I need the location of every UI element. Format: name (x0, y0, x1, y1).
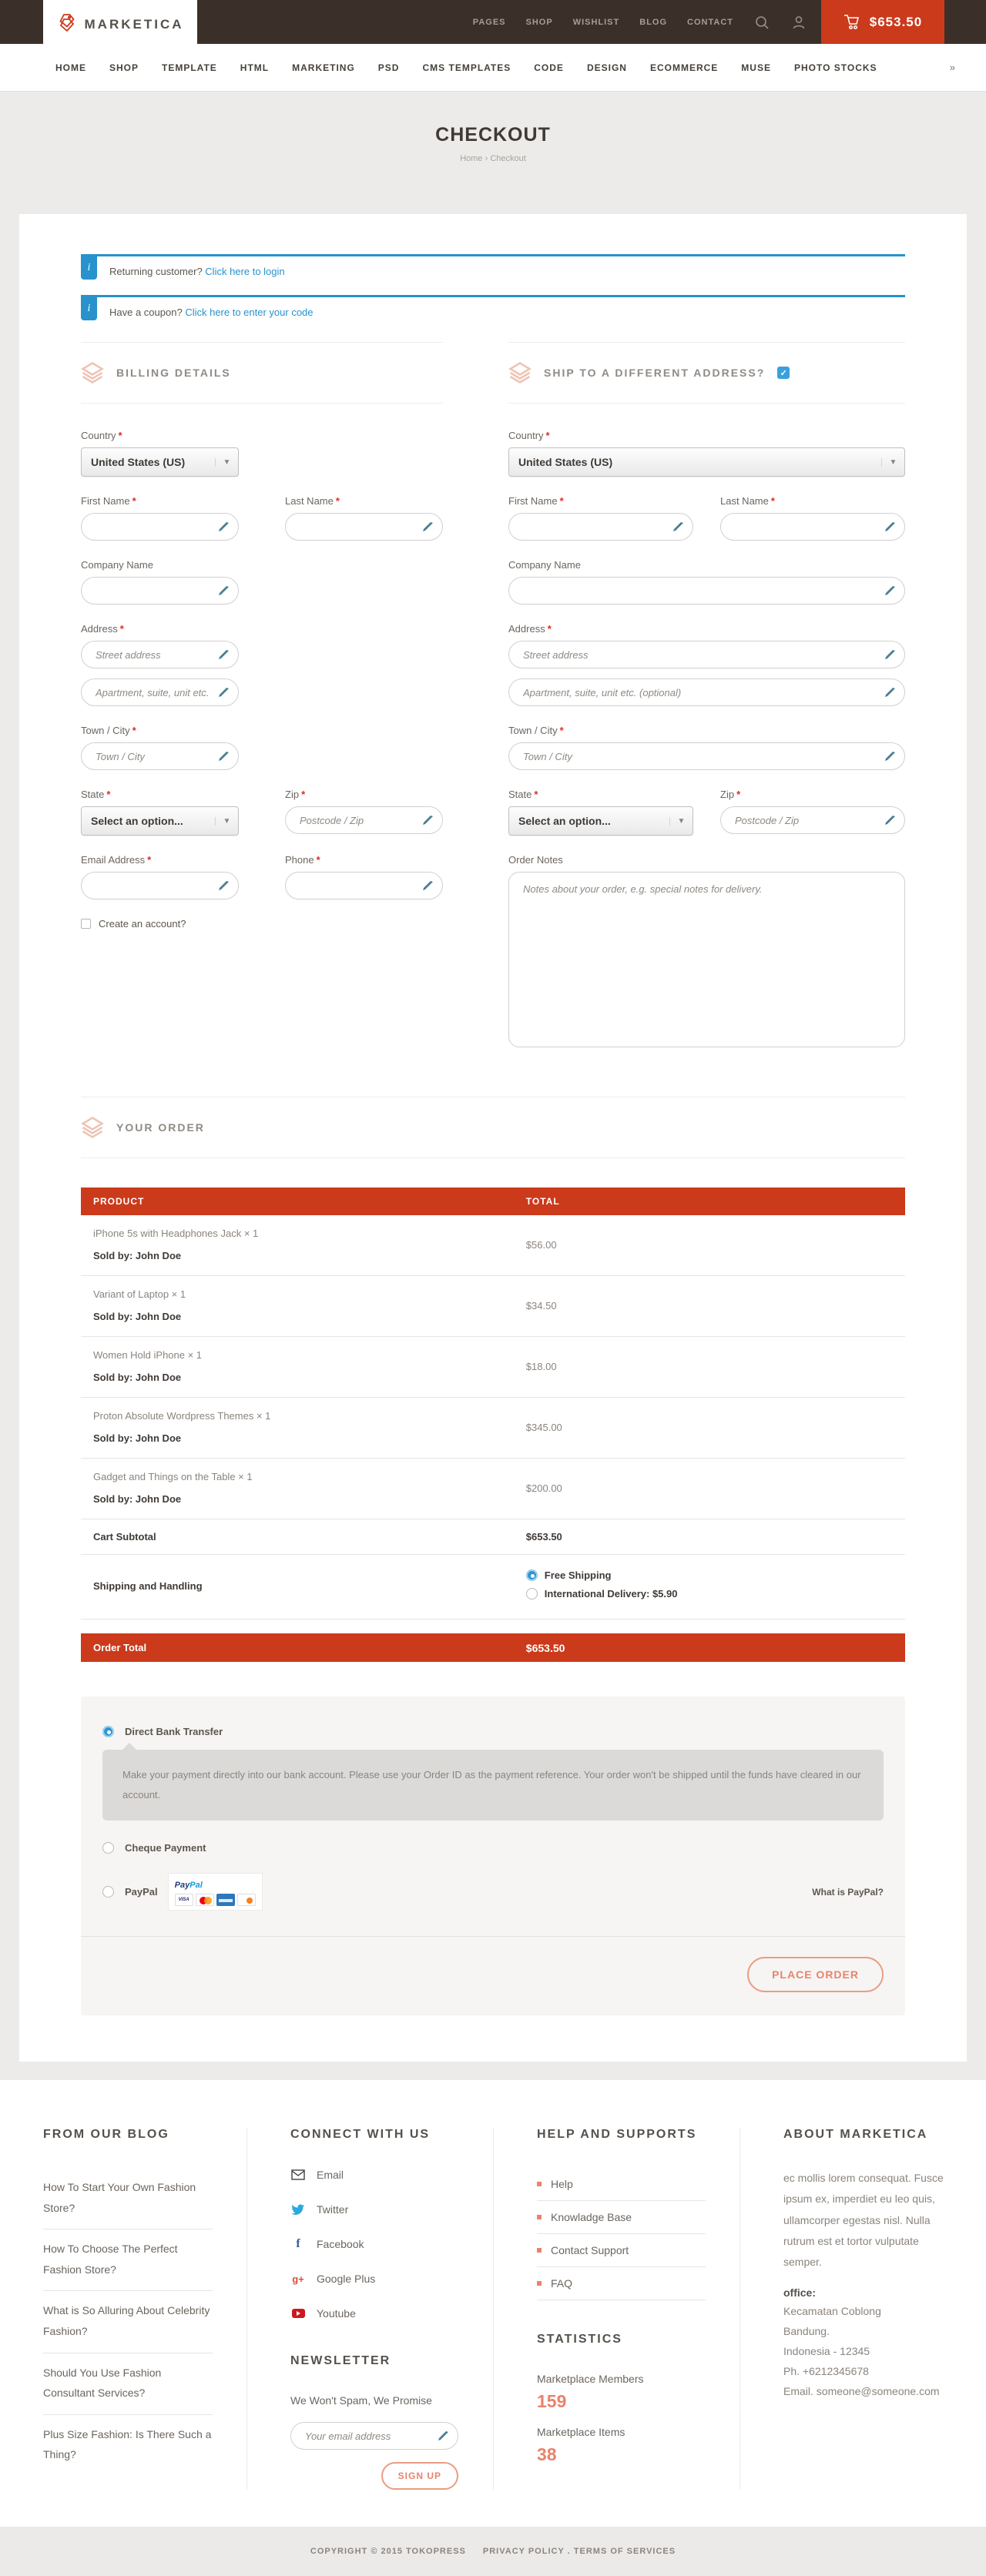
amex-icon (216, 1894, 235, 1906)
notice-text: Returning customer? (109, 265, 203, 277)
billing-company-input[interactable] (96, 585, 212, 597)
phone-label: Phone * (285, 854, 320, 866)
edit-pen-icon (883, 520, 897, 534)
paypal-logo: PayPal (174, 1881, 203, 1890)
product-total: $18.00 (525, 1360, 557, 1372)
edit-pen-icon (421, 520, 434, 534)
shipping-apartment-input[interactable] (523, 687, 878, 698)
edit-pen-icon (883, 584, 897, 598)
billing-zip-input[interactable] (300, 815, 416, 826)
top-header (0, 0, 986, 44)
items-count: 38 (537, 2444, 557, 2464)
privacy-policy-link[interactable]: PRIVACY POLICY (482, 2547, 565, 2556)
email-label: Email Address * (81, 854, 152, 866)
nav-code[interactable]: CODE (534, 62, 564, 73)
billing-apartment-field[interactable] (81, 678, 239, 706)
coupon-notice (81, 295, 905, 320)
newsletter-email-input[interactable] (305, 2430, 431, 2442)
top-nav-shop[interactable]: SHOP (525, 17, 553, 27)
top-nav-blog[interactable]: BLOG (639, 17, 668, 27)
breadcrumb-separator: › (485, 154, 488, 163)
table-row (81, 1337, 905, 1398)
signup-button[interactable]: SIGN UP (381, 2462, 458, 2490)
social-twitter-link[interactable]: Twitter (317, 2203, 349, 2216)
paypal-cards-image (169, 1874, 262, 1910)
company-label: Company Name (81, 559, 153, 571)
billing-email-input[interactable] (96, 880, 212, 892)
product-seller: Sold by: John Doe (93, 1311, 182, 1322)
edit-pen-icon (216, 584, 230, 598)
billing-state-select[interactable]: Select an option... ▼ (81, 806, 239, 836)
edit-pen-icon (883, 648, 897, 662)
blog-post-link[interactable]: Should You Use Fashion Consultant Services? (43, 2353, 213, 2415)
nav-design[interactable]: DESIGN (586, 62, 627, 73)
social-twitter[interactable] (290, 2202, 459, 2216)
shipping-company-input[interactable] (523, 585, 878, 597)
billing-heading: BILLING DETAILS (116, 367, 231, 379)
product-name: Proton Absolute Wordpress Themes × 1 (93, 1410, 271, 1422)
paypal-label: PayPal (125, 1886, 158, 1898)
last-name-label: Last Name * (285, 495, 340, 507)
square-bullet-icon (537, 2215, 542, 2219)
country-label: Country * (508, 430, 550, 441)
billing-first-name-input[interactable] (96, 521, 212, 533)
order-total-label: Order Total (93, 1642, 147, 1653)
nav-shop[interactable]: SHOP (109, 62, 139, 73)
billing-town-input[interactable] (96, 751, 212, 762)
shipping-company-field[interactable] (508, 577, 905, 605)
shipping-zip-field[interactable] (720, 806, 905, 834)
address-line: Email. someone@someone.com (783, 2385, 940, 2398)
breadcrumb (0, 154, 986, 163)
search-icon[interactable] (753, 14, 770, 31)
cheque-payment-label: Cheque Payment (125, 1842, 206, 1854)
shipping-heading: SHIP TO A DIFFERENT ADDRESS? (544, 367, 766, 379)
breadcrumb-home[interactable]: Home (460, 154, 483, 163)
order-total-value: $653.50 (525, 1641, 565, 1654)
footer (0, 2080, 986, 2527)
blog-post-link[interactable]: What is So Alluring About Celebrity Fashion? (43, 2291, 213, 2353)
blog-post-link[interactable]: How To Choose The Perfect Fashion Store? (43, 2229, 213, 2291)
billing-last-name-field[interactable] (285, 513, 443, 541)
newsletter-heading: NEWSLETTER (290, 2354, 391, 2367)
order-notes-textarea[interactable] (523, 883, 890, 1036)
cart-total: $653.50 (869, 14, 923, 29)
your-order-heading: YOUR ORDER (116, 1121, 205, 1134)
newsletter-email-field[interactable] (290, 2422, 458, 2450)
cart-subtotal-label: Cart Subtotal (93, 1531, 156, 1543)
faq-link[interactable]: FAQ (551, 2277, 573, 2290)
blog-post-link[interactable]: Plus Size Fashion: Is There Such a Thing? (43, 2427, 212, 2461)
about-heading: ABOUT MARKETICA (783, 2128, 928, 2141)
billing-phone-input[interactable] (300, 880, 416, 892)
shipping-handling-row (81, 1555, 905, 1620)
nav-psd[interactable]: PSD (377, 62, 400, 73)
free-shipping-radio[interactable] (526, 1569, 538, 1581)
international-delivery-option[interactable] (526, 1588, 905, 1600)
chevron-down-icon: ▼ (215, 458, 238, 467)
product-name: Women Hold iPhone × 1 (93, 1349, 203, 1361)
create-account-label: Create an account? (99, 918, 186, 930)
edit-pen-icon (216, 648, 230, 662)
your-order-section (81, 1097, 905, 1662)
tag-logo-icon (57, 14, 77, 35)
product-seller: Sold by: John Doe (93, 1372, 182, 1383)
edit-pen-icon (216, 879, 230, 893)
social-youtube[interactable] (290, 2306, 459, 2320)
edit-pen-icon (883, 749, 897, 763)
shipping-first-name-input[interactable] (523, 521, 666, 533)
chevron-down-icon: ▼ (881, 458, 904, 467)
help-link[interactable]: Help (551, 2178, 573, 2190)
edit-pen-icon (216, 520, 230, 534)
twitter-icon (290, 2202, 306, 2216)
bank-transfer-label: Direct Bank Transfer (125, 1726, 223, 1737)
footer-blog-column (0, 2128, 246, 2490)
shipping-first-name-field[interactable] (508, 513, 693, 541)
connect-heading: CONNECT WITH US (290, 2128, 431, 2141)
product-name: Variant of Laptop × 1 (93, 1288, 186, 1300)
layers-icon (81, 361, 104, 384)
edit-pen-icon (883, 813, 897, 827)
login-link[interactable]: Click here to login (205, 265, 285, 277)
paypal-option[interactable] (102, 1874, 884, 1910)
info-icon: i (81, 297, 97, 320)
billing-email-field[interactable] (81, 872, 239, 899)
shipping-last-name-field[interactable] (720, 513, 905, 541)
create-account-checkbox[interactable] (81, 919, 91, 929)
zip-label: Zip * (285, 789, 306, 800)
shipping-street-input[interactable] (523, 649, 878, 661)
product-seller: Sold by: John Doe (93, 1432, 182, 1444)
nav-html[interactable]: HTML (240, 62, 270, 73)
bank-transfer-description: Make your payment directly into our bank account. Please use your Order ID as the payment reference. Your order won't be shipped until the funds have cleared in our account. (102, 1750, 884, 1821)
social-facebook[interactable] (290, 2237, 459, 2251)
newsletter-section (290, 2354, 459, 2490)
shipping-street-field[interactable] (508, 641, 905, 668)
international-delivery-radio[interactable] (526, 1588, 538, 1600)
newsletter-promise: We Won't Spam, We Promise (290, 2394, 432, 2407)
shipping-apartment-field[interactable] (508, 678, 905, 706)
copyright-bar (0, 2527, 986, 2576)
payment-methods-panel (81, 1697, 905, 2015)
header-spacer (944, 0, 986, 44)
google-plus-icon: g+ (292, 2273, 304, 2285)
nav-more-chevron-icon[interactable]: » (949, 62, 955, 73)
square-bullet-icon (537, 2281, 542, 2286)
country-label: Country * (81, 430, 122, 441)
top-nav-pages[interactable]: PAGES (472, 17, 506, 27)
nav-cms-templates[interactable]: CMS TEMPLATES (422, 62, 511, 73)
company-label: Company Name (508, 559, 581, 571)
coupon-link[interactable]: Click here to enter your code (185, 306, 314, 318)
user-account-icon[interactable] (790, 14, 807, 31)
order-total-row (81, 1633, 905, 1662)
first-name-label: First Name * (508, 495, 564, 507)
product-total: $345.00 (525, 1421, 562, 1433)
page-hero (0, 92, 986, 214)
social-googleplus-link[interactable]: Google Plus (317, 2273, 376, 2285)
social-facebook-link[interactable]: Facebook (317, 2238, 364, 2250)
table-row (81, 1276, 905, 1337)
address-label: Address * (81, 623, 124, 635)
billing-town-field[interactable] (81, 742, 239, 770)
shipping-town-input[interactable] (523, 751, 878, 762)
members-label: Marketplace Members (537, 2373, 644, 2385)
footer-about-column (740, 2128, 986, 2490)
billing-country-select[interactable]: United States (US) ▼ (81, 447, 239, 477)
shipping-last-name-input[interactable] (735, 521, 878, 533)
state-label: State * (508, 789, 538, 800)
product-seller: Sold by: John Doe (93, 1250, 182, 1261)
cheque-payment-option[interactable] (102, 1842, 884, 1854)
table-row (81, 1459, 905, 1519)
about-text: ec mollis lorem consequat. Fusce ipsum ex, imperdiet eu leo quis, ullamcorper egestas nisl. Nulla rutrum est et tortor vulputate semper. (783, 2172, 944, 2269)
notice-text: Have a coupon? (109, 306, 183, 318)
footer-help-column (493, 2128, 740, 2490)
blog-post-link[interactable]: How To Start Your Own Fashion Store? (43, 2168, 213, 2229)
top-nav-contact[interactable]: CONTACT (687, 17, 733, 27)
billing-section (81, 342, 443, 1066)
nav-home[interactable]: HOME (55, 62, 86, 73)
order-table-header (81, 1188, 905, 1215)
visa-icon: VISA (175, 1894, 193, 1906)
returning-customer-notice (81, 254, 905, 280)
billing-company-field[interactable] (81, 577, 239, 605)
product-name: Gadget and Things on the Table × 1 (93, 1471, 253, 1482)
first-name-label: First Name * (81, 495, 136, 507)
table-row (81, 1215, 905, 1276)
cart-subtotal-row (81, 1519, 905, 1555)
cart-subtotal-value: $653.50 (525, 1531, 562, 1543)
product-total: $34.50 (525, 1299, 557, 1311)
address-label: Address * (508, 623, 552, 635)
social-youtube-link[interactable]: Youtube (317, 2307, 356, 2320)
cart-button[interactable] (821, 0, 944, 44)
shipping-state-select[interactable]: Select an option... ▼ (508, 806, 693, 836)
nav-muse[interactable]: MUSE (741, 62, 771, 73)
layers-icon (81, 1116, 104, 1139)
billing-phone-field[interactable] (285, 872, 443, 899)
billing-last-name-input[interactable] (300, 521, 416, 533)
top-nav-wishlist[interactable]: WISHLIST (572, 17, 620, 27)
cart-icon (843, 14, 862, 31)
edit-pen-icon (883, 685, 897, 699)
copyright-text: COPYRIGHT © 2015 TOKOPRESS (310, 2547, 466, 2556)
brand-logo[interactable] (43, 0, 197, 49)
shipping-zip-input[interactable] (735, 815, 878, 826)
members-count: 159 (537, 2391, 567, 2411)
help-heading: HELP AND SUPPORTS (537, 2128, 697, 2141)
statistics-heading: STATISTICS (537, 2333, 622, 2346)
page-title: CHECKOUT (435, 124, 551, 146)
knowledge-base-link[interactable]: Knowladge Base (551, 2211, 632, 2223)
shipping-handling-label: Shipping and Handling (93, 1580, 203, 1592)
shipping-section (508, 342, 905, 1066)
top-nav (473, 14, 821, 31)
facebook-icon: f (296, 2237, 300, 2250)
address-line: Ph. +6212345678 (783, 2365, 869, 2378)
order-notes-field[interactable] (508, 872, 905, 1047)
social-googleplus[interactable] (290, 2272, 459, 2286)
ship-different-checkbox[interactable]: ✓ (777, 367, 790, 379)
edit-pen-icon (671, 520, 685, 534)
billing-first-name-field[interactable] (81, 513, 239, 541)
help-link-row[interactable] (537, 2267, 706, 2300)
discover-icon (237, 1894, 256, 1906)
last-name-label: Last Name * (720, 495, 775, 507)
edit-pen-icon (216, 749, 230, 763)
mastercard-icon (196, 1894, 214, 1906)
create-account-option[interactable] (81, 918, 443, 930)
billing-apartment-input[interactable] (96, 687, 212, 698)
help-link-row[interactable] (537, 2234, 706, 2267)
order-table (81, 1188, 905, 1662)
address-line: Kecamatan Coblong (783, 2305, 881, 2318)
total-column-header: TOTAL (525, 1196, 560, 1207)
address-line: Indonesia - 12345 (783, 2345, 870, 2358)
edit-pen-icon (421, 879, 434, 893)
help-link-row[interactable] (537, 2201, 706, 2234)
town-label: Town / City * (81, 725, 136, 736)
copyright-dot: . (567, 2547, 571, 2556)
shipping-town-field[interactable] (508, 742, 905, 770)
social-email-link[interactable]: Email (317, 2169, 344, 2181)
order-notes-label: Order Notes (508, 854, 563, 866)
layers-icon (508, 361, 532, 384)
what-is-paypal-link[interactable]: What is PayPal? (812, 1886, 884, 1898)
shipping-country-select[interactable]: United States (US) ▼ (508, 447, 905, 477)
info-icon: i (81, 256, 97, 280)
nav-template[interactable]: TEMPLATE (162, 62, 217, 73)
email-icon (290, 2168, 306, 2182)
chevron-down-icon: ▼ (669, 817, 693, 826)
place-order-button[interactable]: PLACE ORDER (747, 1957, 884, 1992)
category-nav (0, 44, 986, 92)
product-column-header: PRODUCT (93, 1196, 145, 1207)
billing-street-field[interactable] (81, 641, 239, 668)
address-line: Bandung. (783, 2325, 830, 2338)
contact-support-link[interactable]: Contact Support (551, 2244, 629, 2256)
checkout-card (19, 214, 967, 2062)
statistics-section (537, 2333, 706, 2465)
state-label: State * (81, 789, 111, 800)
edit-pen-icon (421, 813, 434, 827)
breadcrumb-current: Checkout (490, 154, 526, 163)
free-shipping-label: Free Shipping (544, 1569, 612, 1581)
product-total: $200.00 (525, 1482, 562, 1494)
product-seller: Sold by: John Doe (93, 1493, 182, 1505)
free-shipping-option[interactable] (526, 1569, 905, 1581)
square-bullet-icon (537, 2182, 542, 2186)
terms-link[interactable]: TERMS OF SERVICES (573, 2547, 676, 2556)
cheque-payment-radio[interactable] (102, 1842, 114, 1854)
youtube-icon (290, 2306, 306, 2320)
square-bullet-icon (537, 2248, 542, 2253)
payment-divider (81, 1936, 905, 1937)
bank-transfer-radio[interactable] (102, 1726, 114, 1737)
blog-heading: FROM OUR BLOG (43, 2128, 169, 2141)
edit-pen-icon (216, 685, 230, 699)
help-link-row[interactable] (537, 2168, 706, 2201)
social-email[interactable] (290, 2168, 459, 2182)
brand-name: MARKETICA (84, 16, 184, 32)
billing-street-input[interactable] (96, 649, 212, 661)
nav-marketing[interactable]: MARKETING (292, 62, 355, 73)
footer-connect-column (246, 2128, 493, 2490)
paypal-radio[interactable] (102, 1886, 114, 1898)
billing-zip-field[interactable] (285, 806, 443, 834)
chevron-down-icon: ▼ (215, 817, 238, 826)
product-total: $56.00 (525, 1238, 557, 1251)
nav-ecommerce[interactable]: ECOMMERCE (649, 62, 719, 73)
bank-transfer-option[interactable] (102, 1726, 884, 1737)
office-label: office: (783, 2286, 816, 2300)
product-name: iPhone 5s with Headphones Jack × 1 (93, 1228, 259, 1239)
items-label: Marketplace Items (537, 2426, 625, 2438)
nav-photo-stocks[interactable]: PHOTO STOCKS (793, 62, 877, 73)
zip-label: Zip * (720, 789, 741, 800)
table-row (81, 1398, 905, 1459)
town-label: Town / City * (508, 725, 564, 736)
international-delivery-label: International Delivery: $5.90 (544, 1588, 678, 1600)
edit-pen-icon (436, 2429, 450, 2443)
